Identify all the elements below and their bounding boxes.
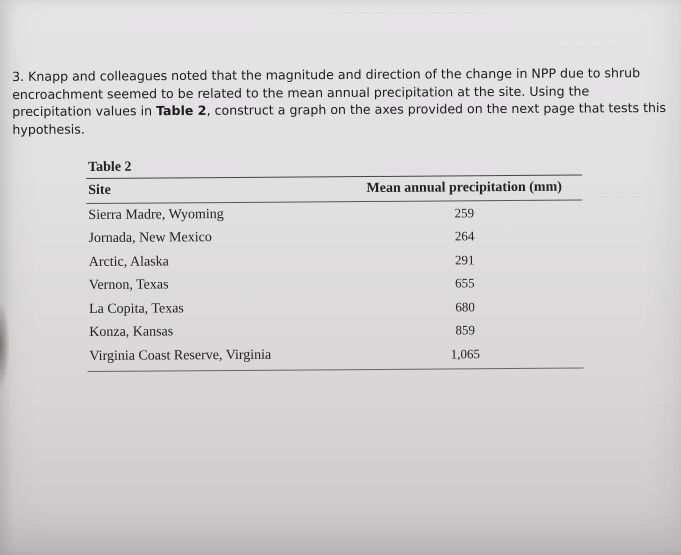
precip-cell: 291 (454, 252, 475, 268)
table-row (87, 318, 583, 345)
page-edge-shadow (0, 300, 10, 390)
bleed-through-text: — — — (600, 190, 640, 203)
precip-cell: 259 (454, 205, 475, 221)
table-header-row (86, 176, 582, 203)
table-row (86, 201, 582, 228)
precip-cell: 1,065 (450, 346, 481, 362)
question-number: 3. (12, 68, 25, 84)
question-text-start: Knapp and colleagues noted that the magnitude and direction of the change in NPP due to shrub encroachment seemed to be related to the mean annual precipitation at the site. Using the precipitation values in (12, 65, 641, 120)
site-cell: Sierra Madre, Wyoming (88, 206, 224, 223)
question-paragraph (12, 64, 667, 138)
table-row (87, 248, 583, 275)
table-row (87, 342, 583, 369)
site-cell: La Copita, Texas (89, 301, 184, 317)
site-cell: Vernon, Texas (88, 277, 169, 294)
precip-cell: 264 (454, 228, 475, 244)
question-text-end: , construct a graph on the axes provided on the next page that tests this hypothesis. (12, 100, 667, 137)
table-row (87, 295, 583, 322)
site-cell: Jornada, New Mexico (88, 230, 212, 247)
bleed-through-text: — — — — (560, 40, 615, 53)
precip-cell: 859 (455, 322, 476, 338)
site-cell: Arctic, Alaska (88, 254, 169, 270)
precip-cell: 680 (455, 299, 475, 315)
bleed-through-text: — — — — — — — — — — — (330, 6, 486, 19)
table-row (86, 224, 582, 251)
table-reference: Table 2 (156, 102, 207, 119)
site-cell: Virginia Coast Reserve, Virginia (89, 347, 272, 364)
precip-cell: 655 (455, 275, 475, 291)
header-precipitation: Mean annual precipitation (mm) (366, 179, 562, 197)
precipitation-table (86, 155, 583, 372)
site-cell: Konza, Kansas (89, 324, 174, 341)
header-site: Site (88, 182, 111, 198)
table-row (87, 271, 583, 298)
table-title: Table 2 (88, 159, 132, 175)
